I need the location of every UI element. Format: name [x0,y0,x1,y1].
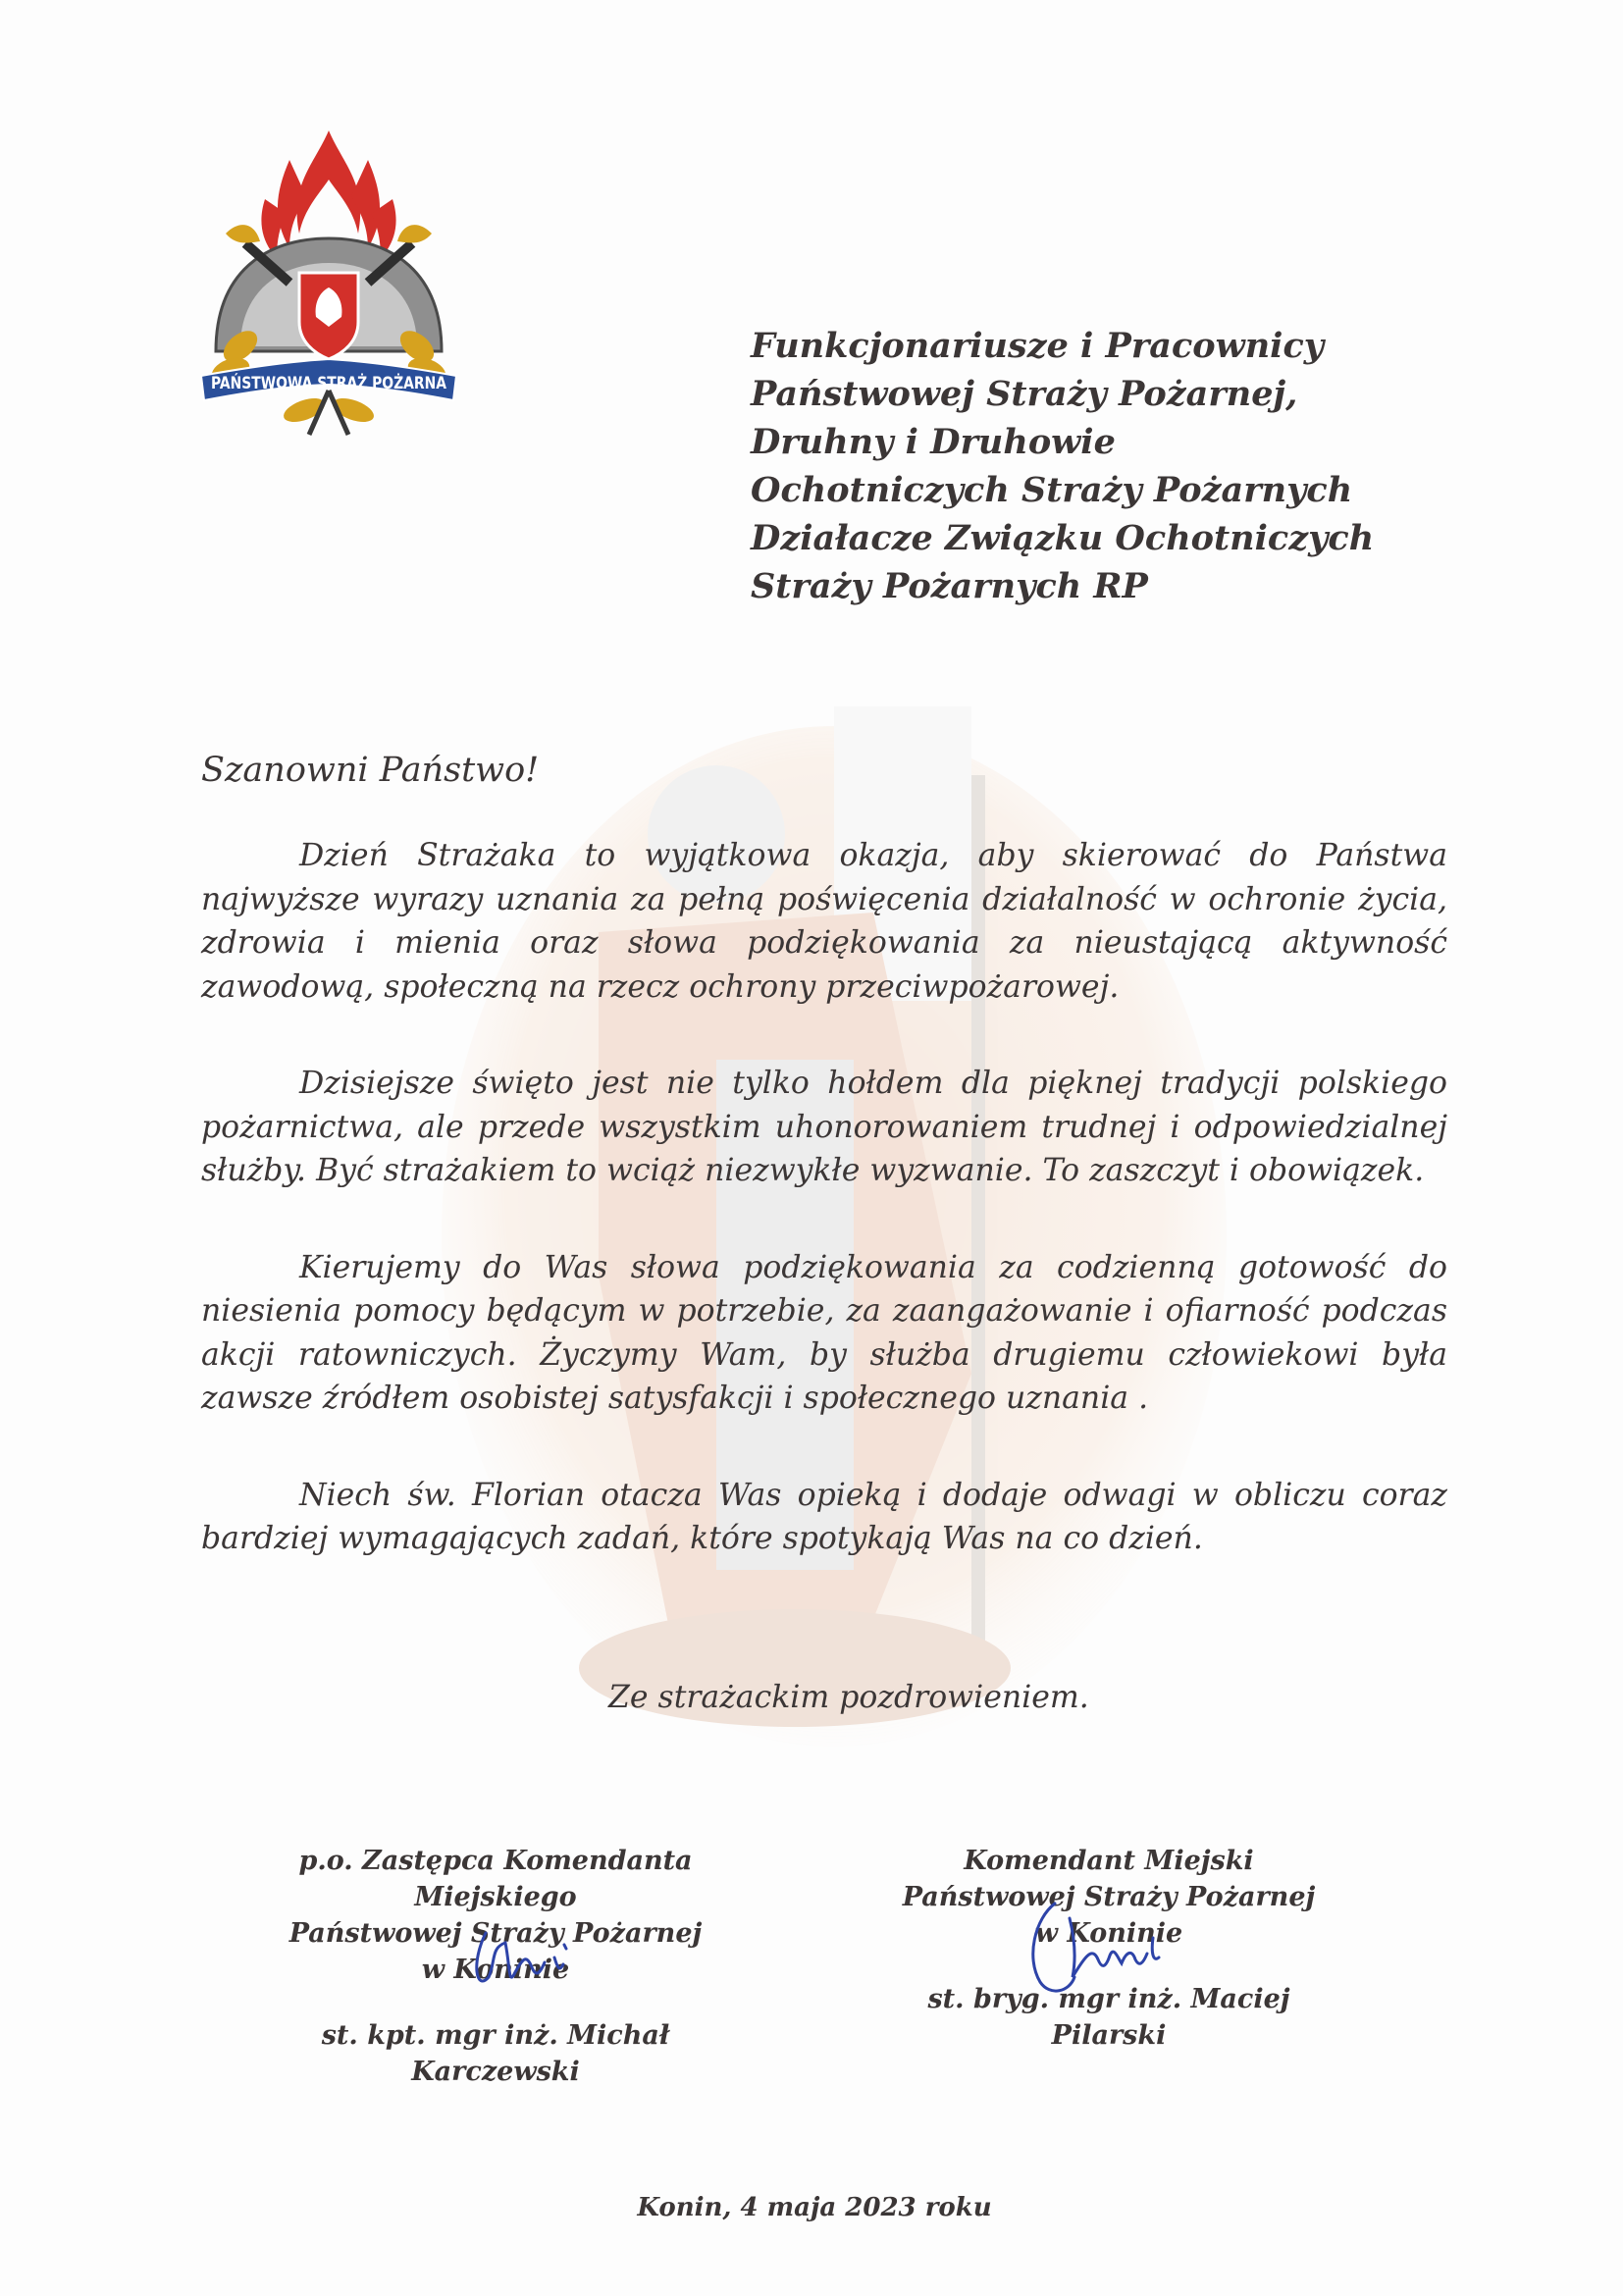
recipient-line: Druhny i Druhowie [751,422,1116,462]
closing-greeting: Ze strażackim pozdrowieniem. [608,1680,1089,1715]
logo-banner-text: PAŃSTWOWA STRAŻ POŻARNA [211,374,499,393]
signatory-name: st. kpt. mgr inż. Michał Karczewski [321,2020,670,2087]
recipient-line: Funkcjonariusze i Pracownicy [751,326,1325,366]
body-paragraph: Dzisiejsze święto jest nie tylko hołdem dla pięknej tradycji polskiego pożarnictwa, ale przede wszystkim uhonorowaniem trudnej i odpowiedzialnej służby. Być strażakiem to wciąż niezwykłe wyzwanie. To zaszczyt i obowiązek. [201,1066,1447,1188]
signatory-org: Państwowej Straży Pożarnej [288,1918,703,1949]
handwritten-signature-right [1016,1899,1251,2007]
recipient-line: Państwowej Straży Pożarnej, [751,374,1298,414]
letter-date: Konin, 4 maja 2023 roku [637,2193,992,2222]
signatory-city: w Koninie [421,1955,570,1985]
body-paragraph: Dzień Strażaka to wyjątkowa okazja, aby skierować do Państwa najwyższe wyrazy uznania za pełną poświęcenia działalność w ochronie życia, zdrowia i mienia oraz słowa podziękowania za nieustającą aktywność zawodową, społeczną na rzecz ochrony przeciwpożarowej. [201,838,1447,1005]
letter-body [201,834,1447,1614]
handwritten-signature-left [461,1923,618,2002]
body-paragraph: Kierujemy do Was słowa podziękowania za codzienną gotowość do niesienia pomocy będącym w potrzebie, za zaangażowanie i ofiarność podczas akcji ratowniczych. Życzymy Wam, by służba drugiemu człowiekowi była zawsze źródłem osobistej satysfakcji i społecznego uznania . [201,1249,1447,1416]
recipient-line: Ochotniczych Straży Pożarnych [751,470,1353,510]
body-paragraph: Niech św. Florian otacza Was opieką i dodaje odwagi w obliczu coraz bardziej wymagających zadań, które spotykają Was na co dzień. [201,1477,1447,1556]
recipient-line: Straży Pożarnych RP [751,566,1148,606]
signatory-title: p.o. Zastępca Komendanta Miejskiego [298,1846,693,1912]
recipient-line: Działacze Związku Ochotniczych [751,518,1375,558]
salutation: Szanowni Państwo! [201,751,540,790]
signatory-org: Państwowej Straży Pożarnej [902,1882,1316,1912]
signatory-title: Komendant Miejski [964,1846,1254,1876]
psp-emblem-logo [196,126,499,440]
signatory-city: w Koninie [1034,1918,1183,1949]
signatory-name: st. bryg. mgr inż. Maciej Pilarski [927,1984,1290,2051]
recipients-block [751,322,1536,610]
